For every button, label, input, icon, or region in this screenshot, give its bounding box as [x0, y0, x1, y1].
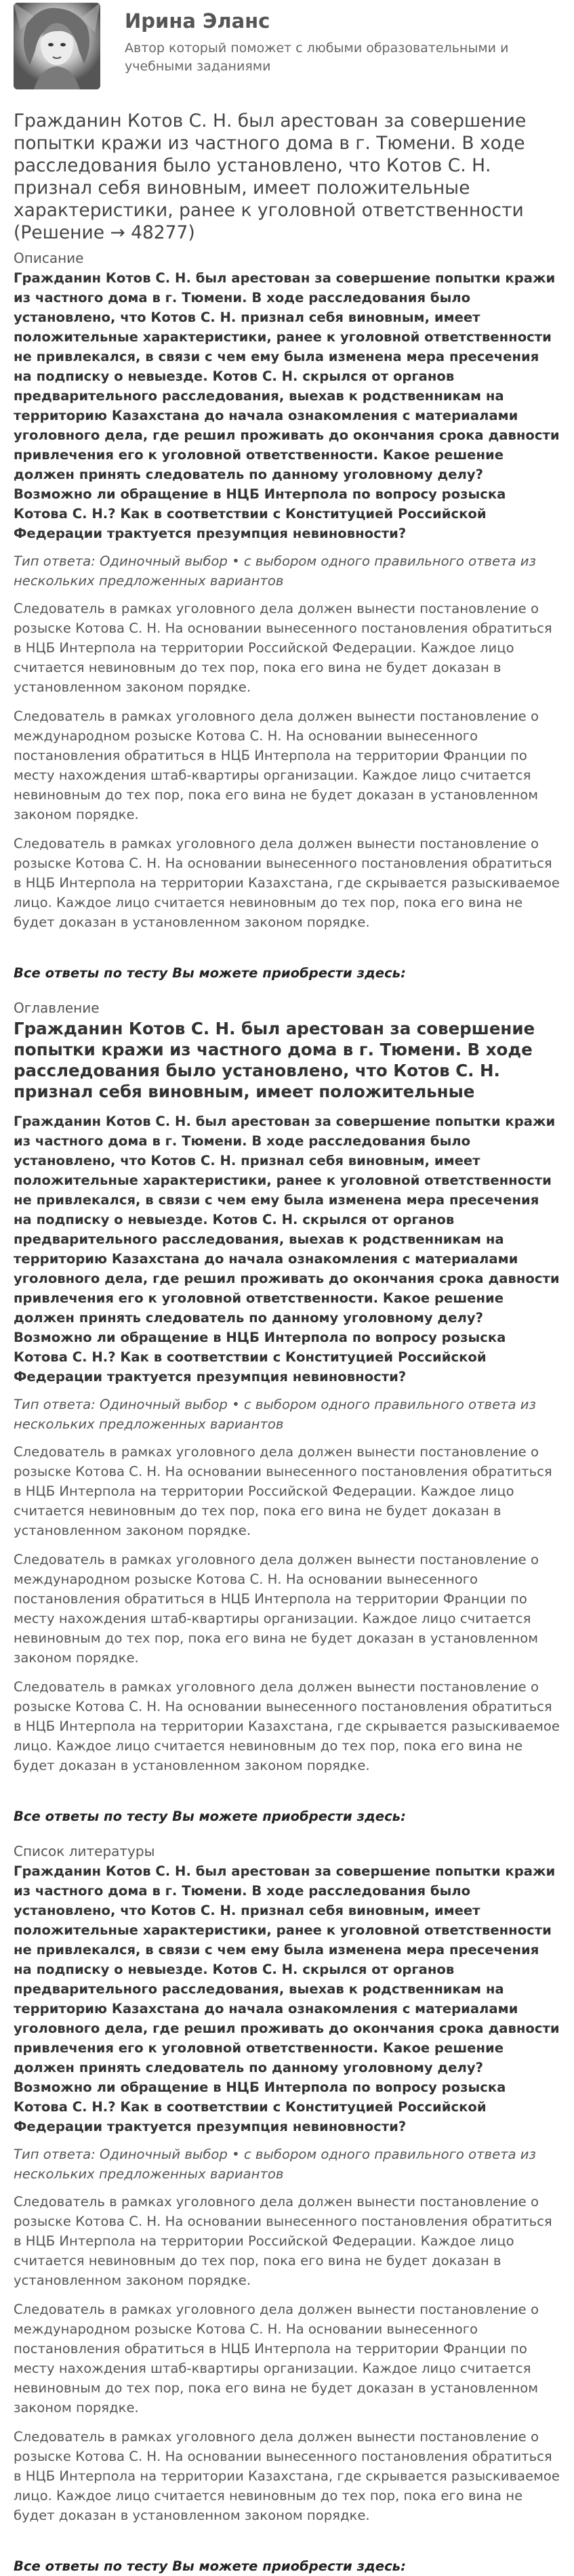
answer-option: Следователь в рамках уголовного дела должен вынести постановление о международном розыске Котова С. Н. На основании вынесенного постановления обратиться в НЦБ Интерпола на территории Франции по месту нахождения штаб-квартиры организации. Каждое лицо считается невиновным до тех пор, пока его вина не будет доказан в установленном законом порядке.	[14, 1552, 539, 1666]
buy-answers-link[interactable]: Все ответы по тесту Вы можете приобрести здесь:	[14, 2558, 406, 2574]
buy-answers-link[interactable]: Все ответы по тесту Вы можете приобрести здесь:	[14, 1809, 406, 1824]
author-info	[125, 3, 545, 76]
answer-option: Следователь в рамках уголовного дела должен вынести постановление о розыске Котова С. Н. На основании вынесенного постановления обратиться в НЦБ Интерпола на территории Казахстана, где скрывается разыскиваемое лицо. Каждое лицо считается невиновным до тех пор, пока его вина не будет доказан в установленном законом порядке.	[14, 1679, 560, 1773]
contents-section	[14, 999, 560, 1826]
buy-answers-link[interactable]: Все ответы по тесту Вы можете приобрести здесь:	[14, 965, 406, 981]
answer-type: Тип ответа: Одиночный выбор • с выбором одного правильного ответа из нескольких предложенных вариантов	[14, 2147, 536, 2182]
author-description: Автор который поможет с любыми образовательными и учебными заданиями	[125, 41, 509, 74]
question-text: Гражданин Котов С. Н. был арестован за совершение попытки кражи из частного дома в г. Тюмени. В ходе расследования было установлено, что Котов С. Н. признал себя виновным, имеет положительные характеристики, ранее к уголовной ответственности не привлекался, в связи с чем ему была изменена мера пресечения на подписку о невыезде. Котов С. Н. скрылся от органов предварительного расследования, выехав к родственникам на территорию Казахстана до начала ознакомления с материалами уголовного дела, где решил проживать до окончания срока давности привлечения его к уголовной ответственности. Какое решение должен принять следователь по данному уголовному делу? Возможно ли обращение в НЦБ Интерпола по вопросу розыска Котова С. Н.? Как в соответствии с Конституцией Российской Федерации трактуется презумпция невиновности?	[14, 270, 560, 541]
question-text: Гражданин Котов С. Н. был арестован за совершение попытки кражи из частного дома в г. Тюмени. В ходе расследования было установлено, что Котов С. Н. признал себя виновным, имеет положительные характеристики, ранее к уголовной ответственности не привлекался, в связи с чем ему была изменена мера пресечения на подписку о невыезде. Котов С. Н. скрылся от органов предварительного расследования, выехав к родственникам на территорию Казахстана до начала ознакомления с материалами уголовного дела, где решил проживать до окончания срока давности привлечения его к уголовной ответственности. Какое решение должен принять следователь по данному уголовному делу? Возможно ли обращение в НЦБ Интерпола по вопросу розыска Котова С. Н.? Как в соответствии с Конституцией Российской Федерации трактуется презумпция невиновности?	[14, 1114, 560, 1385]
description-section	[14, 249, 560, 983]
page-title: Гражданин Котов С. Н. был арестован за совершение попытки кражи из частного дома в г. Тюмени. В ходе расследования было установлено, что Котов С. Н. признал себя виновным, имеет положительные характеристики, ранее к уголовной ответственности (Решение → 48277)	[14, 110, 527, 243]
answer-option: Следователь в рамках уголовного дела должен вынести постановление о международном розыске Котова С. Н. На основании вынесенного постановления обратиться в НЦБ Интерпола на территории Франции по месту нахождения штаб-квартиры организации. Каждое лицо считается невиновным до тех пор, пока его вина не будет доказан в установленном законом порядке.	[14, 709, 539, 822]
section-label-contents: Оглавление	[14, 1000, 100, 1016]
answer-option: Следователь в рамках уголовного дела должен вынести постановление о розыске Котова С. Н. На основании вынесенного постановления обратиться в НЦБ Интерпола на территории Российской Федерации. Каждое лицо считается невиновным до тех пор, пока его вина не будет доказан в установленном законом порядке.	[14, 1444, 552, 1538]
references-section	[14, 1842, 560, 2576]
answer-option: Следователь в рамках уголовного дела должен вынести постановление о розыске Котова С. Н. На основании вынесенного постановления обратиться в НЦБ Интерпола на территории Казахстана, где скрывается разыскиваемое лицо. Каждое лицо считается невиновным до тех пор, пока его вина не будет доказан в установленном законом порядке.	[14, 836, 560, 930]
section-label-references: Список литературы	[14, 1843, 155, 1859]
avatar	[14, 3, 100, 89]
section-label-description: Описание	[14, 250, 84, 266]
answer-type: Тип ответа: Одиночный выбор • с выбором одного правильного ответа из нескольких предложенных вариантов	[14, 553, 536, 589]
author-card	[14, 0, 560, 95]
contents-heading: Гражданин Котов С. Н. был арестован за совершение попытки кражи из частного дома в г. Тюмени. В ходе расследования было установлено, что Котов С. Н. признал себя виновным, имеет положительные	[14, 1019, 535, 1101]
answer-option: Следователь в рамках уголовного дела должен вынести постановление о международном розыске Котова С. Н. На основании вынесенного постановления обратиться в НЦБ Интерпола на территории Франции по месту нахождения штаб-квартиры организации. Каждое лицо считается невиновным до тех пор, пока его вина не будет доказан в установленном законом порядке.	[14, 2302, 539, 2415]
answer-option: Следователь в рамках уголовного дела должен вынести постановление о розыске Котова С. Н. На основании вынесенного постановления обратиться в НЦБ Интерпола на территории Российской Федерации. Каждое лицо считается невиновным до тех пор, пока его вина не будет доказан в установленном законом порядке.	[14, 601, 552, 695]
answer-option: Следователь в рамках уголовного дела должен вынести постановление о розыске Котова С. Н. На основании вынесенного постановления обратиться в НЦБ Интерпола на территории Казахстана, где скрывается разыскиваемое лицо. Каждое лицо считается невиновным до тех пор, пока его вина не будет доказан в установленном законом порядке.	[14, 2429, 560, 2523]
author-name[interactable]: Ирина Эланс	[125, 9, 270, 33]
answer-option: Следователь в рамках уголовного дела должен вынести постановление о розыске Котова С. Н. На основании вынесенного постановления обратиться в НЦБ Интерпола на территории Российской Федерации. Каждое лицо считается невиновным до тех пор, пока его вина не будет доказан в установленном законом порядке.	[14, 2194, 552, 2288]
answer-type: Тип ответа: Одиночный выбор • с выбором одного правильного ответа из нескольких предложенных вариантов	[14, 1397, 536, 1432]
avatar-portrait-icon	[14, 3, 100, 89]
question-text: Гражданин Котов С. Н. был арестован за совершение попытки кражи из частного дома в г. Тюмени. В ходе расследования было установлено, что Котов С. Н. признал себя виновным, имеет положительные характеристики, ранее к уголовной ответственности не привлекался, в связи с чем ему была изменена мера пресечения на подписку о невыезде. Котов С. Н. скрылся от органов предварительного расследования, выехав к родственникам на территорию Казахстана до начала ознакомления с материалами уголовного дела, где решил проживать до окончания срока давности привлечения его к уголовной ответственности. Какое решение должен принять следователь по данному уголовному делу? Возможно ли обращение в НЦБ Интерпола по вопросу розыска Котова С. Н.? Как в соответствии с Конституцией Российской Федерации трактуется презумпция невиновности?	[14, 1863, 560, 2134]
